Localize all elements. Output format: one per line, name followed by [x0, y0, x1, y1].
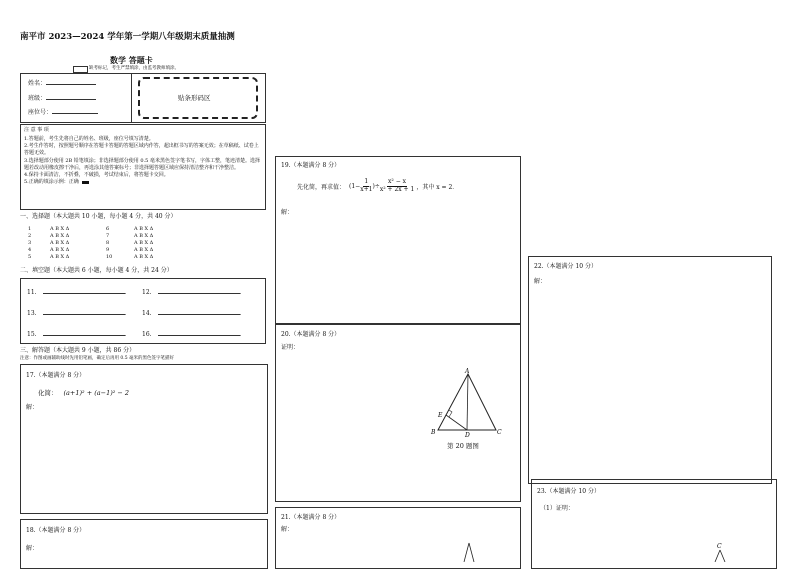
- fill-in-15[interactable]: 15. .: [27, 331, 127, 338]
- right-angle-mark: [449, 410, 452, 417]
- name-field[interactable]: [28, 81, 96, 87]
- question-number: 4: [28, 246, 32, 253]
- fill-in-label: 15.: [27, 331, 37, 338]
- filled-example-mark: [82, 181, 89, 184]
- fill-in-13[interactable]: 13. .: [27, 310, 127, 317]
- fill-in-16[interactable]: 16. .: [142, 331, 242, 338]
- choice-options[interactable]: A B X Δ: [50, 225, 70, 232]
- q19-problem: [297, 179, 458, 193]
- q21-header: 21.（本题满分 8 分）: [281, 514, 341, 521]
- choice-options[interactable]: A B X Δ: [134, 232, 154, 239]
- q17-header: 17.（本题满分 8 分）: [26, 372, 86, 379]
- label-c: C: [497, 429, 502, 436]
- q21-answer-label: 解：: [281, 526, 294, 533]
- section2-title: 二、填空题（本大题共 6 小题，每小题 4 分，共 24 分）: [20, 267, 173, 274]
- fill-in-label: 12.: [142, 289, 152, 296]
- question-number: 6: [106, 225, 110, 232]
- fraction-denominator: x+1: [360, 185, 373, 193]
- q23-figure-fragment: [712, 542, 728, 562]
- choice-options[interactable]: A B X Δ: [50, 232, 70, 239]
- class-field[interactable]: [28, 96, 96, 102]
- question-number: 5: [28, 253, 32, 260]
- choice-options[interactable]: A B X Δ: [134, 253, 154, 260]
- fill-in-14[interactable]: 14. .: [142, 310, 242, 317]
- question-number: 1: [28, 225, 32, 232]
- absent-notice: 缺考标记，考生严禁填涂，由监考教师填涂。: [89, 66, 179, 71]
- segment-de: [446, 415, 467, 430]
- choice-options[interactable]: A B X Δ: [134, 225, 154, 232]
- question-number: 10: [106, 253, 113, 260]
- choice-grid-right: [106, 225, 153, 260]
- instruction-item: 5.正确的填涂示例：正确: [24, 179, 79, 186]
- q18-answer-label: 解：: [26, 545, 39, 552]
- triangle-figure: [428, 368, 508, 438]
- fill-in-label: 11.: [27, 289, 37, 296]
- choice-options[interactable]: A B X Δ: [50, 239, 70, 246]
- fill-in-12[interactable]: 12. .: [142, 289, 242, 296]
- q19-tail: ，其中 x = 2．: [416, 183, 459, 191]
- q23-sub1-label: （1）证明：: [540, 505, 574, 512]
- q22-header: 22.（本题满分 10 分）: [534, 263, 597, 270]
- fill-in-11[interactable]: 11. .: [27, 289, 127, 296]
- page-subtitle: 数学 答题卡: [110, 55, 153, 65]
- q22-answer-box[interactable]: [528, 256, 772, 484]
- q19-expr-mid: )÷: [372, 182, 380, 190]
- q20-header: 20.（本题满分 8 分）: [281, 331, 341, 338]
- instruction-item: 1.答题前，考生先将自己的姓名、班级，座位号填写清楚。: [24, 136, 154, 142]
- section3-note: 注意：作图或画辅助线时先用铅笔画，确定后再用 0.5 毫米的黑色签字笔描好: [20, 356, 175, 361]
- fill-in-label: 16.: [142, 331, 152, 338]
- label-e: E: [438, 412, 443, 419]
- q19-answer-label: 解：: [281, 209, 294, 216]
- fraction-denominator: x² + 2x + 1: [379, 185, 415, 193]
- q17-prompt: [38, 390, 129, 397]
- barcode-label: 贴条形码区: [178, 94, 211, 102]
- info-divider: [131, 73, 132, 123]
- q21-figure-fragment: [462, 542, 476, 562]
- label-d: D: [465, 432, 470, 438]
- seat-field[interactable]: [28, 110, 98, 116]
- q19-expr-lead: (1−: [349, 182, 361, 190]
- instruction-item: 4.保持卡面清洁，不折叠，不破损，考试结束后，将答题卡交回。: [24, 172, 169, 179]
- fraction-numerator: x² − x: [388, 178, 407, 185]
- section1-title: 一、选择题（本大题共 10 小题，每小题 4 分，共 40 分）: [20, 213, 177, 220]
- segment-ad: [467, 374, 468, 430]
- choice-options[interactable]: A B X Δ: [134, 239, 154, 246]
- q23-header: 23.（本题满分 10 分）: [537, 488, 600, 495]
- q19-header: 19.（本题满分 8 分）: [281, 162, 341, 169]
- choice-options[interactable]: A B X Δ: [50, 246, 70, 253]
- question-number: 3: [28, 239, 32, 246]
- question-number: 2: [28, 232, 32, 239]
- instruction-item: 3.选择题部分使用 2B 铅笔填涂；非选择题部分使用 0.5 毫米黑色签字笔书写，字体工整，笔迹清楚。选择题若改动用橡皮擦干净后，再选涂其他答案标号；非选择题答题区域应保持清洁整齐和干净整洁。: [24, 157, 260, 171]
- class-label: 班级：: [28, 95, 47, 102]
- instructions-list: [24, 136, 262, 186]
- instructions-title: 注 意 事 项: [24, 127, 49, 133]
- q18-header: 18.（本题满分 8 分）: [26, 527, 86, 534]
- q19-fraction-2: [380, 179, 415, 193]
- q17-expression: (a+1)² + (a−1)² − 2: [63, 389, 130, 397]
- q17-prompt-label: 化简：: [38, 389, 58, 397]
- section3-title: 三、解答题（本大题共 9 小题，共 86 分）: [20, 347, 136, 354]
- q19-fraction-1: [360, 179, 372, 193]
- q20-figure-caption: 第 20 题图: [447, 442, 479, 450]
- fill-in-label: 13.: [27, 310, 37, 317]
- q17-answer-label: 解：: [26, 404, 39, 411]
- absent-mark-box[interactable]: [73, 66, 88, 73]
- choice-options[interactable]: A B X Δ: [134, 246, 154, 253]
- question-number: 8: [106, 239, 110, 246]
- label-b: B: [431, 429, 436, 436]
- question-number: 7: [106, 232, 110, 239]
- q19-prompt: 先化简，再求值：: [297, 183, 346, 191]
- instruction-item: 2.考生作答时，按照题号顺序在答题卡答题的答题区域内作答，超出框书写的答案无效；在草稿纸、试卷上答题无效。: [24, 143, 259, 157]
- fraction-numerator: 1: [364, 178, 369, 185]
- q20-proof-label: 证明：: [281, 344, 300, 351]
- q17-answer-box[interactable]: [20, 364, 268, 514]
- choice-grid-left: [28, 225, 69, 260]
- choice-options[interactable]: A B X Δ: [50, 253, 70, 260]
- svg-text:C: C: [717, 543, 722, 550]
- name-label: 姓名：: [28, 80, 47, 87]
- fill-in-label: 14.: [142, 310, 152, 317]
- page-title: 南平市 2023—2024 学年第一学期八年级期末质量抽测: [20, 32, 235, 42]
- question-number: 9: [106, 246, 110, 253]
- q22-answer-label: 解：: [534, 278, 547, 285]
- label-a: A: [465, 368, 470, 375]
- seat-label: 座位号：: [28, 109, 53, 116]
